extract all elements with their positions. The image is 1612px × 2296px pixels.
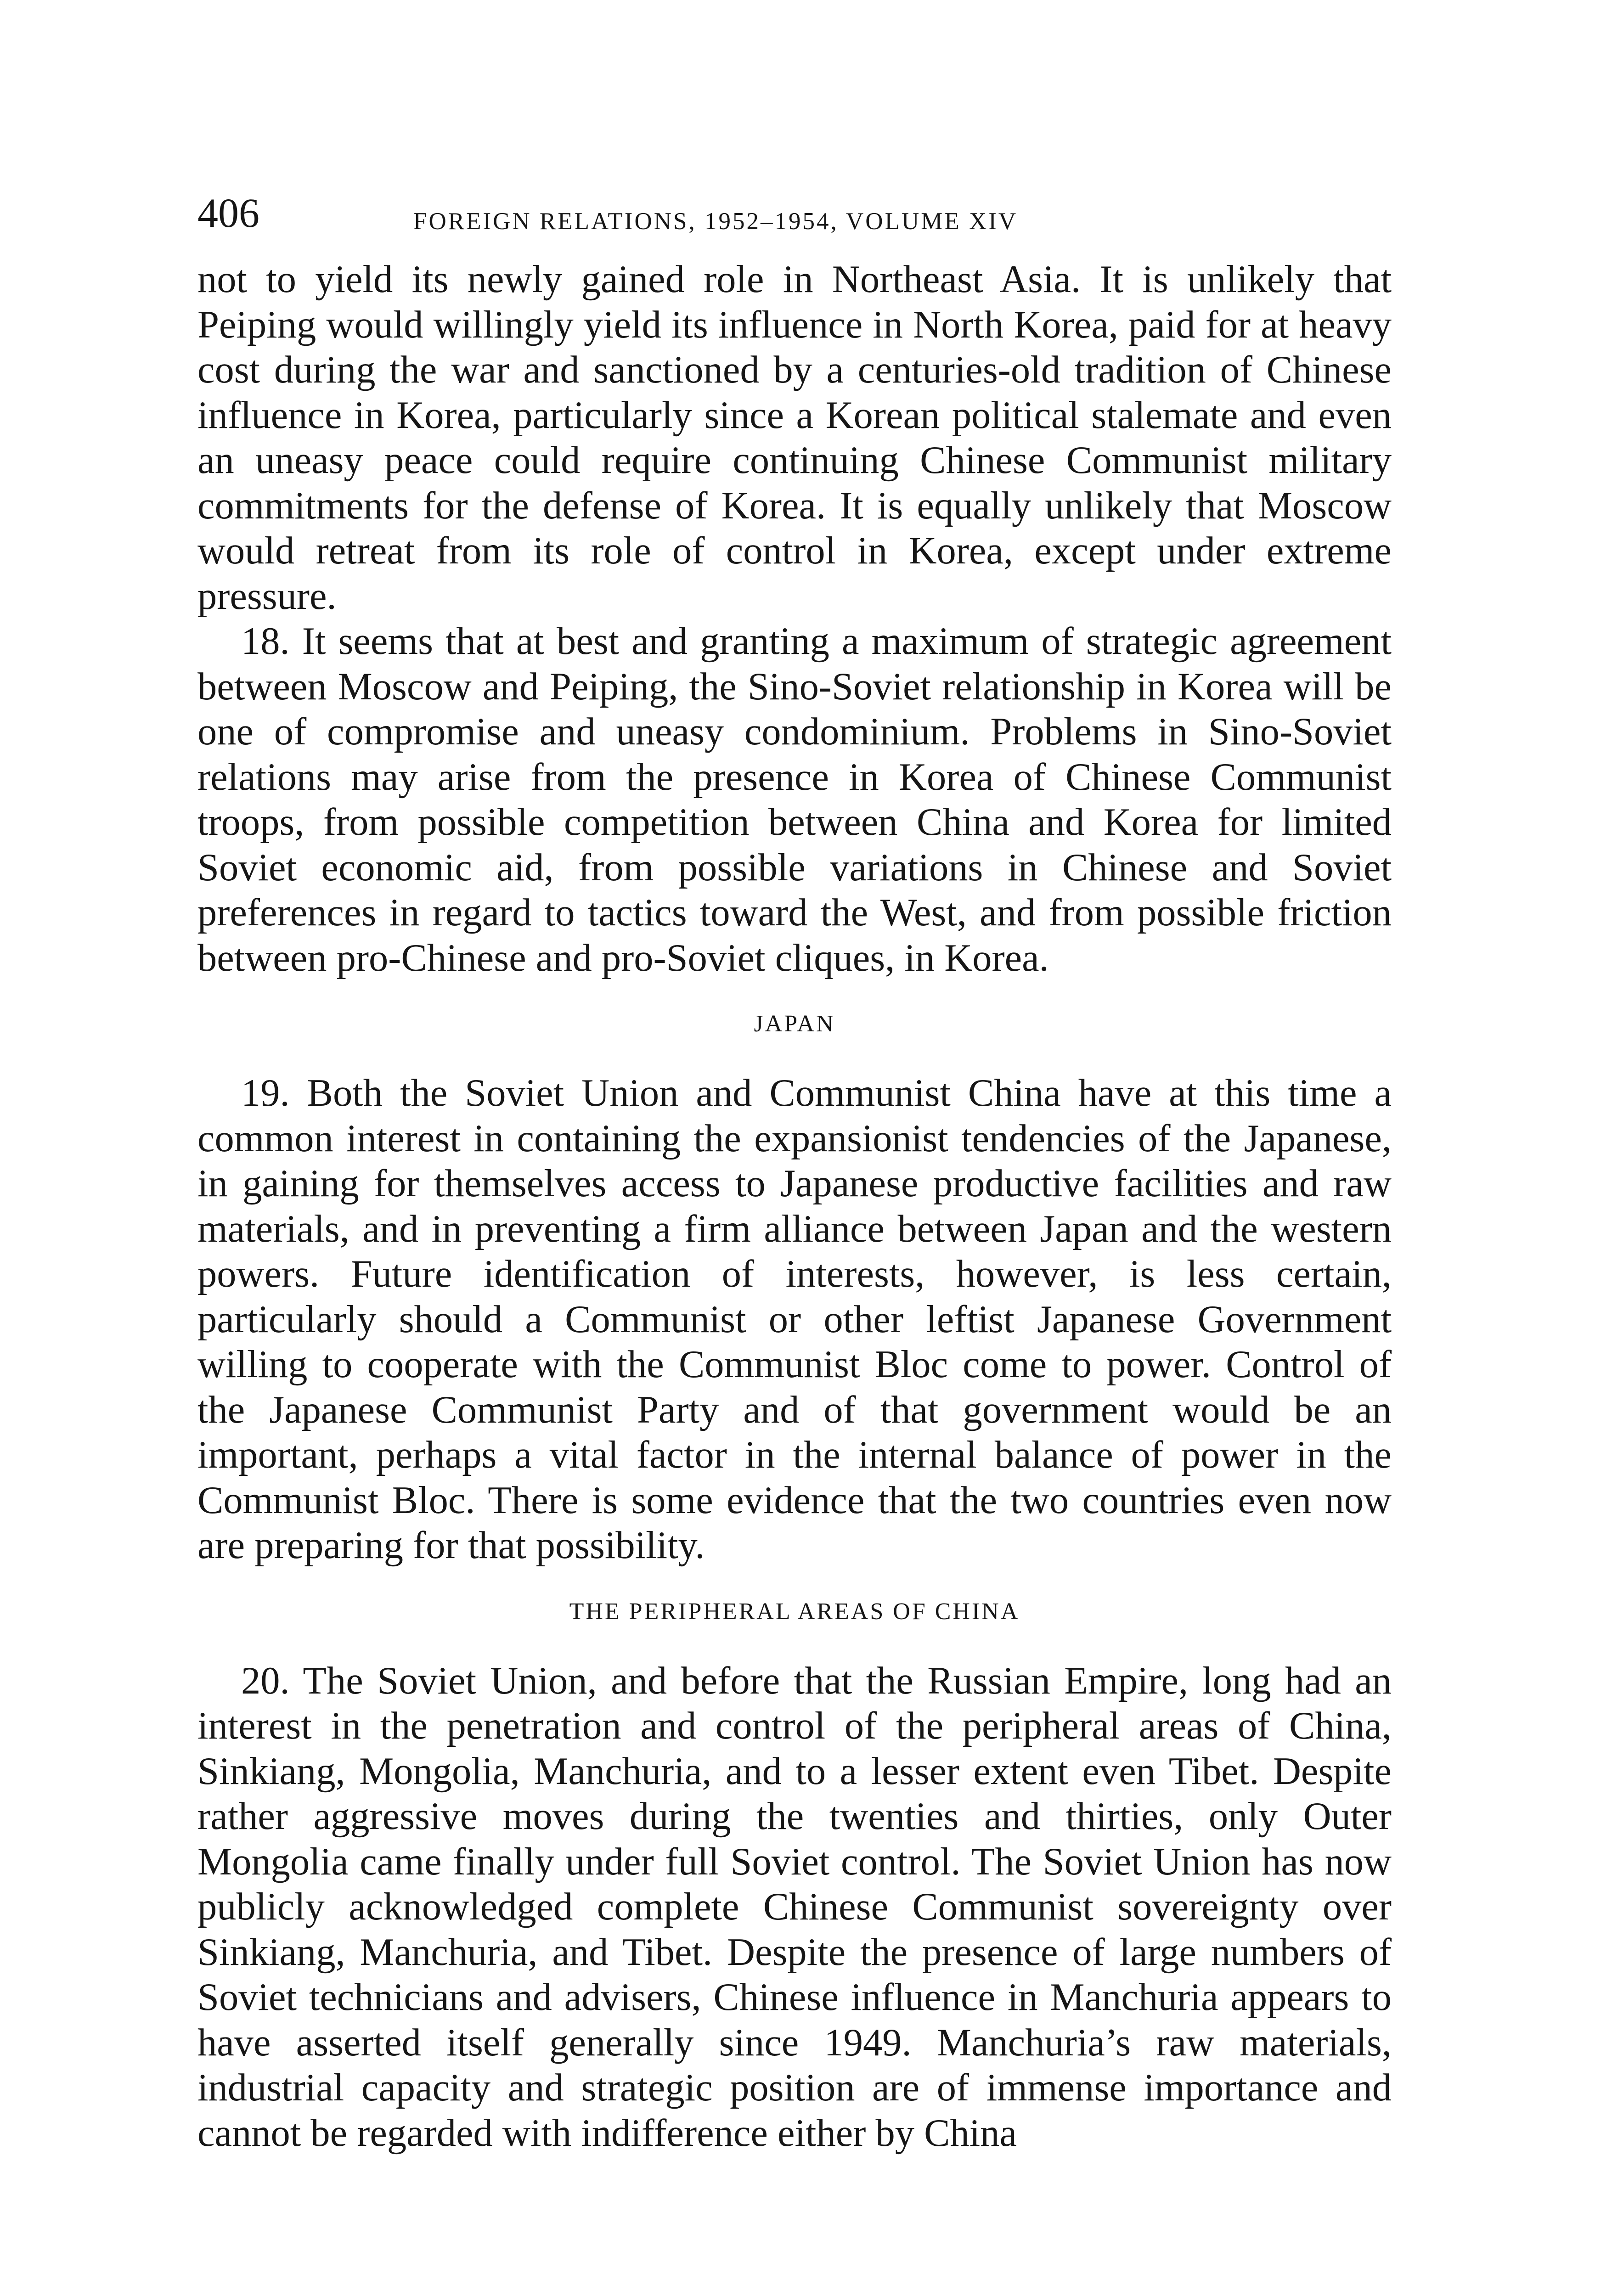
document-page: [197, 193, 1392, 2156]
section-heading-peripheral-areas: THE PERIPHERAL AREAS OF CHINA: [569, 1598, 1020, 1625]
paragraph-19: 19. Both the Soviet Union and Communist China have at this time a common interest in containing the expansionist tendencies of the Japanese, in gaining for themselves access to Japanese productive facilities and raw materials, and in preventing a firm alliance between Japan and the western powers. Future identification of interests, however, is less certain, particularly should a Communist or other leftist Japanese Government willing to cooperate with the Communist Bloc come to power. Control of the Japanese Communist Party and of that government would be an important, perhaps a vital factor in the internal balance of power in the Communist Bloc. There is some evidence that the two countries even now are preparing for that possibility.: [197, 1072, 1392, 1567]
volume-title: FOREIGN RELATIONS, 1952–1954, VOLUME XIV: [413, 208, 1018, 235]
paragraph-continuation: not to yield its newly gained role in Northeast Asia. It is unlikely that Peiping would willingly yield its influence in North Korea, paid for at heavy cost during the war and sanctioned by a centuries-old tradition of Chinese influence in Korea, particularly since a Korean political stalemate and even an uneasy peace could require continuing Chinese Communist military commitments for the defense of Korea. It is equally unlikely that Moscow would retreat from its role of control in Korea, except under extreme pressure.: [197, 258, 1392, 618]
running-header: [197, 193, 1392, 257]
paragraph-18: 18. It seems that at best and granting a maximum of strategic agreement between Moscow and Peiping, the Sino-Soviet relationship in Korea will be one of compromise and uneasy condominium. Problems in Sino-Soviet relations may arise from the presence in Korea of Chinese Communist troops, from possible competition between China and Korea for limited Soviet economic aid, from possible variations in Chinese and Soviet preferences in regard to tactics toward the West, and from possible friction between pro-Chinese and pro-Soviet cliques, in Korea.: [197, 620, 1392, 979]
page-number: 406: [197, 191, 259, 236]
section-heading-japan: JAPAN: [754, 1011, 835, 1037]
paragraph-20: 20. The Soviet Union, and before that the Russian Empire, long had an interest in the penetration and control of the peripheral areas of China, Sinkiang, Mongolia, Manchuria, and to a lesser extent even Tibet. Despite rather aggressive moves during the twenties and thirties, only Outer Mongolia came finally under full Soviet control. The Soviet Union has now publicly acknowledged complete Chinese Communist sovereignty over Sinkiang, Manchuria, and Tibet. Despite the presence of large numbers of Soviet technicians and advisers, Chinese influence in Manchuria appears to have asserted itself generally since 1949. Manchuria’s raw materials, industrial capacity and strategic position are of immense importance and cannot be regarded with indifference either by China: [197, 1659, 1392, 2155]
